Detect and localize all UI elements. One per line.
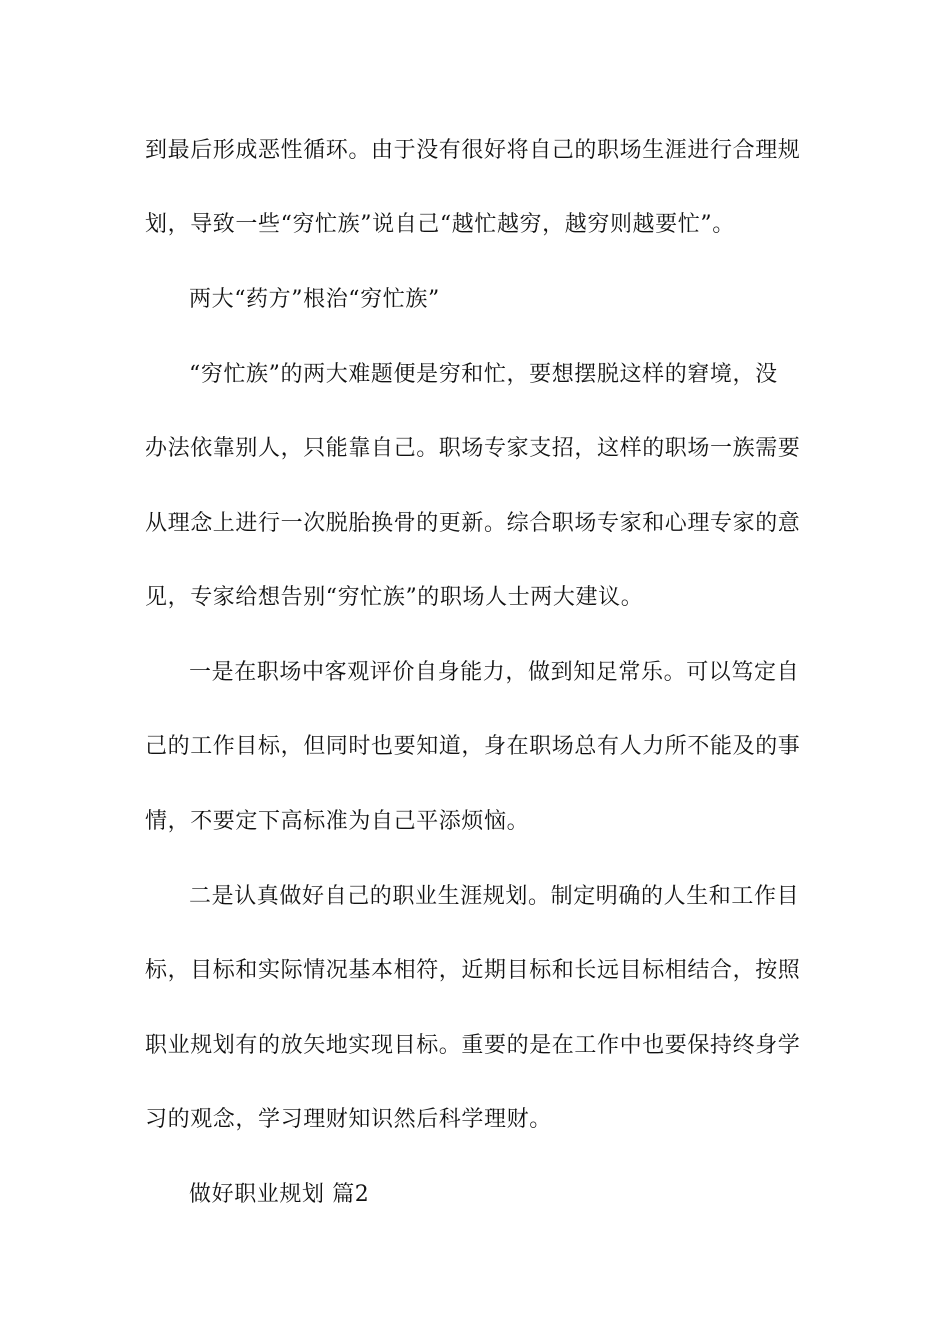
text-line: 一是在职场中客观评价自身能力，做到知足常乐。可以笃定自 xyxy=(189,660,800,685)
text-line: 划，导致一些“穷忙族”说自己“越忙越穷，越穷则越要忙”。 xyxy=(145,212,735,237)
section-heading: 两大“药方”根治“穷忙族” xyxy=(189,287,440,312)
text-line: 办法依靠别人，只能靠自己。职场专家支招，这样的职场一族需要 xyxy=(145,436,801,461)
section-heading: 做好职业规划 篇2 xyxy=(189,1182,370,1207)
text-line: “穷忙族”的两大难题便是穷和忙，要想摆脱这样的窘境，没 xyxy=(189,362,778,387)
text-line: 职业规划有的放矢地实现目标。重要的是在工作中也要保持终身学 xyxy=(145,1033,801,1058)
text-line: 到最后形成恶性循环。由于没有很好将自己的职场生涯进行合理规 xyxy=(145,138,801,163)
text-line: 己的工作目标，但同时也要知道，身在职场总有人力所不能及的事 xyxy=(145,734,801,759)
text-line: 从理念上进行一次脱胎换骨的更新。综合职场专家和心理专家的意 xyxy=(145,511,801,536)
text-line: 标，目标和实际情况基本相符，近期目标和长远目标相结合，按照 xyxy=(145,958,801,983)
text-line: 见，专家给想告别“穷忙族”的职场人士两大建议。 xyxy=(145,585,644,610)
text-line: 二是认真做好自己的职业生涯规划。制定明确的人生和工作目 xyxy=(189,884,800,909)
text-line: 情，不要定下高标准为自己平添烦恼。 xyxy=(145,809,530,834)
text-line: 习的观念，学习理财知识然后科学理财。 xyxy=(145,1107,552,1132)
